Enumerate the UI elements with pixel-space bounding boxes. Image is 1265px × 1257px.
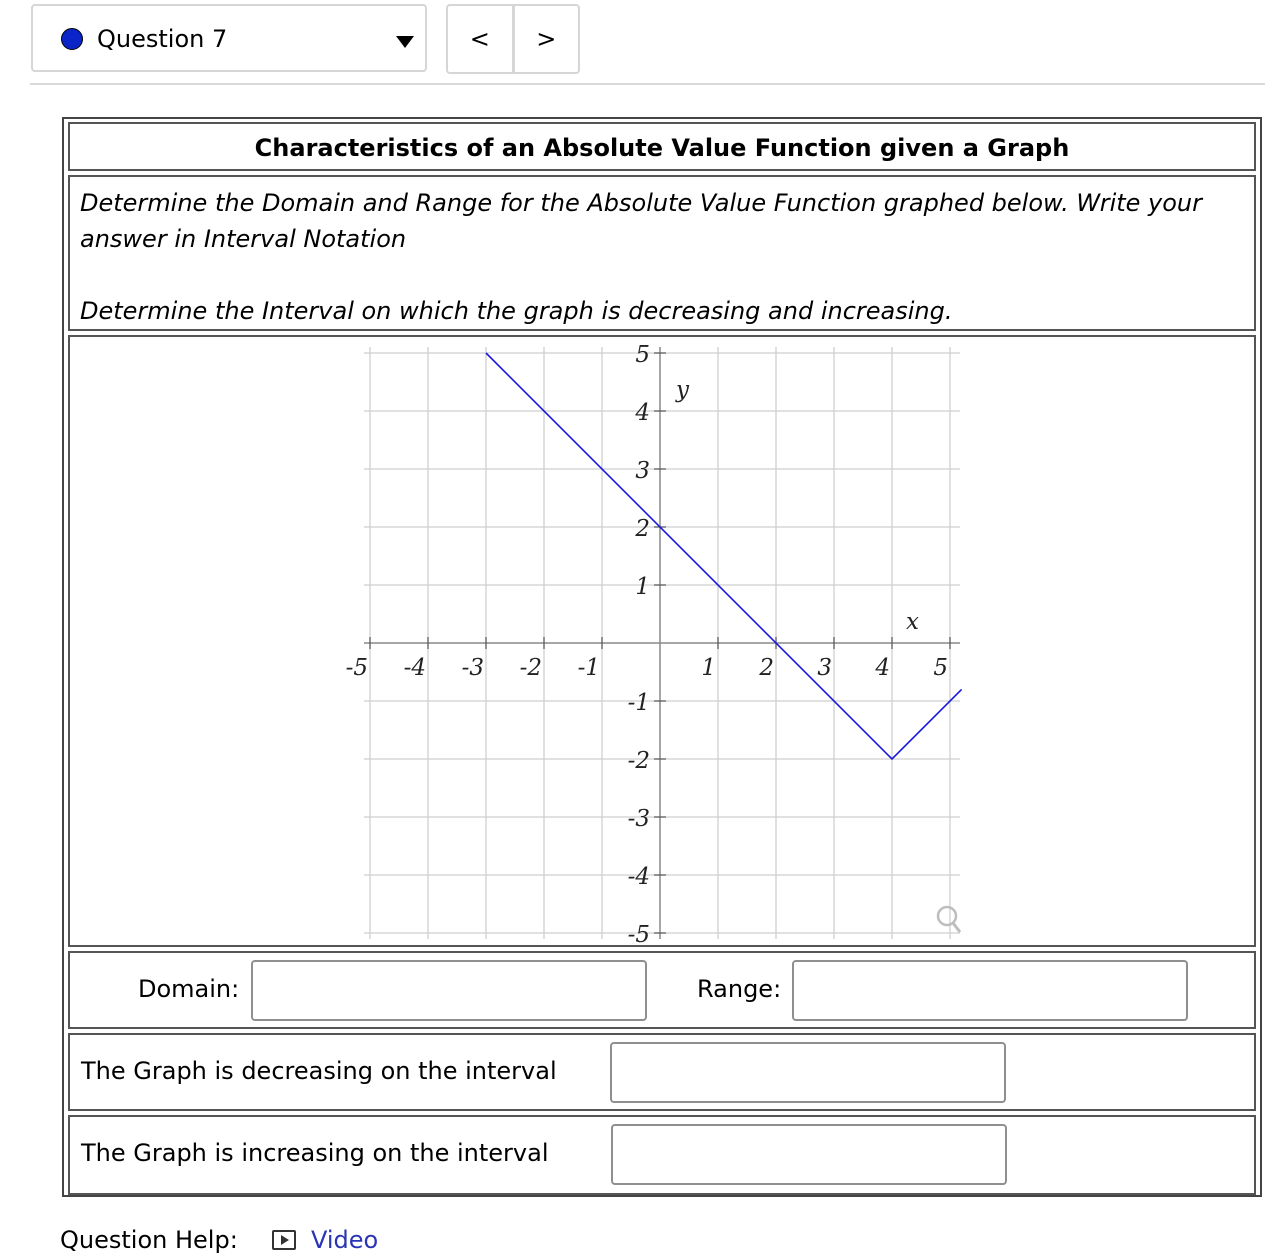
domain-label: Domain: [138,975,240,1003]
x-tick-label: 3 [817,655,832,681]
x-tick-label: -1 [577,655,600,681]
instructions [68,175,1256,331]
magnifier-icon[interactable] [938,907,960,932]
x-tick-label: -5 [345,655,368,681]
y-tick-label: 3 [635,458,650,484]
problem-title: Characteristics of an Absolute Value Function given a Graph [68,122,1256,171]
increasing-input[interactable] [611,1124,1007,1185]
x-tick-label: 2 [759,655,774,681]
video-play-icon[interactable] [272,1230,296,1250]
x-axis-label: x [906,609,919,635]
y-tick-label: 1 [635,574,650,600]
y-axis-label: y [676,377,689,403]
y-tick-label: -1 [627,690,650,716]
decreasing-label: The Graph is decreasing on the interval [81,1057,557,1085]
x-tick-label: 5 [933,655,948,681]
domain-input[interactable] [251,960,647,1021]
caret-down-icon [396,36,414,48]
video-link[interactable]: Video [311,1226,379,1254]
x-tick-label: -4 [403,655,426,681]
x-tick-label: 4 [875,655,890,681]
next-question-button[interactable]: > [512,6,579,72]
question-select[interactable] [31,4,427,72]
range-label: Range: [697,975,782,1003]
y-tick-label: -3 [627,806,650,832]
y-tick-label: 5 [635,342,650,368]
range-input[interactable] [792,960,1188,1021]
instruction-domain-range: Determine the Domain and Range for the Absolute Value Function graphed below. Write your answer in Interval Notation [80,189,1202,253]
question-nav-buttons [446,4,580,74]
y-tick-label: -5 [627,922,650,945]
question-help-label: Question Help: [60,1226,238,1254]
question-select-label: Question 7 [97,25,228,53]
function-line [486,353,962,759]
divider [30,83,1265,85]
x-tick-label: 1 [701,655,716,681]
graph-container [68,335,1256,947]
increasing-label: The Graph is increasing on the interval [81,1139,549,1167]
status-dot [61,28,83,50]
previous-question-button[interactable]: < [469,25,490,53]
x-tick-label: -2 [519,655,542,681]
decreasing-row [68,1033,1256,1111]
y-tick-label: 2 [635,516,650,542]
y-tick-label: -2 [627,748,650,774]
x-tick-label: -3 [461,655,484,681]
function-graph [70,337,1254,945]
y-tick-label: 4 [635,400,650,426]
domain-range-row [68,951,1256,1029]
y-tick-label: -4 [627,864,650,890]
increasing-row [68,1115,1256,1195]
decreasing-input[interactable] [610,1042,1006,1103]
instruction-intervals: Determine the Interval on which the graph is decreasing and increasing. [80,297,953,325]
